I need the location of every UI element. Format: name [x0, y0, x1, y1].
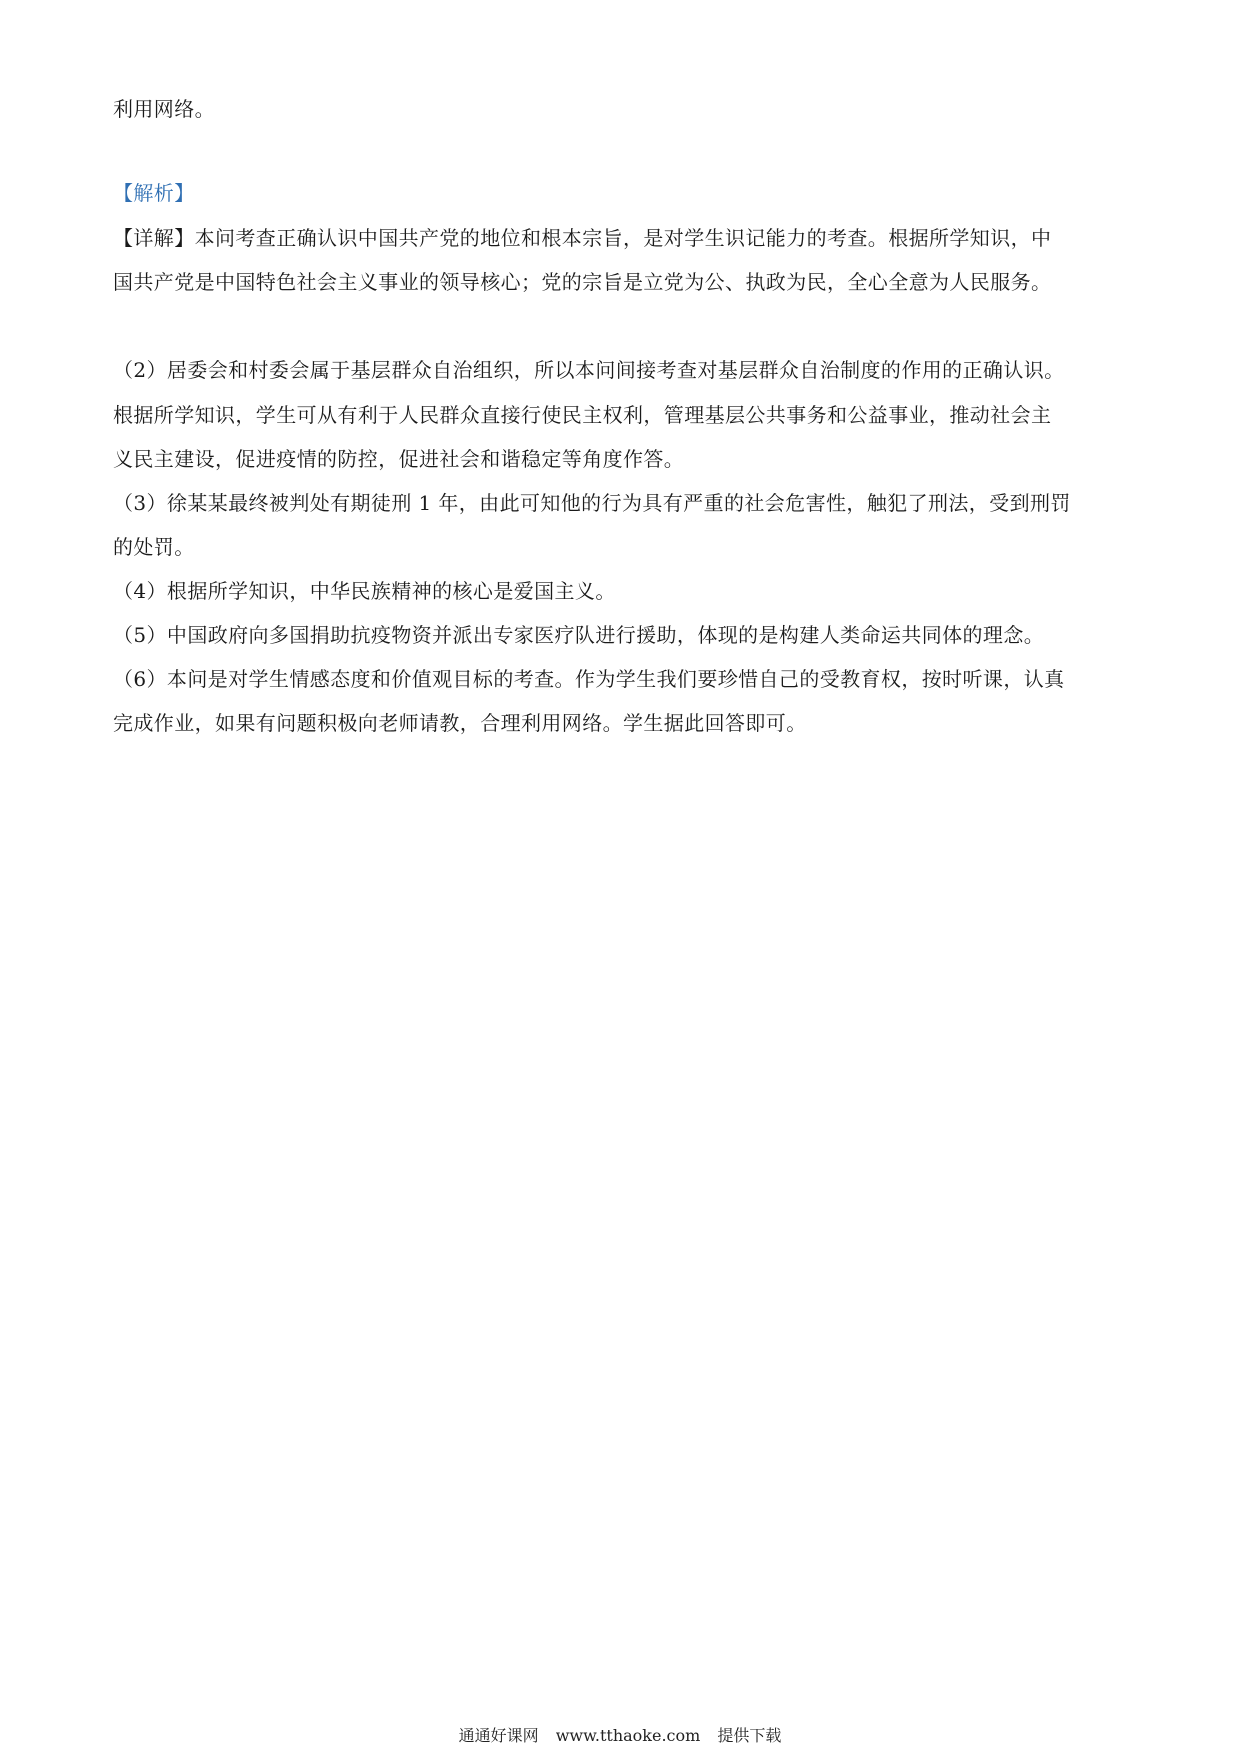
q2-line-3: 义民主建设，促进疫情的防控，促进社会和谐稳定等角度作答。	[113, 447, 685, 471]
q6-line-2: 完成作业，如果有问题积极向老师请教，合理利用网络。学生据此回答即可。	[113, 711, 807, 735]
q3-line-1: （3）徐某某最终被判处有期徒刑 1 年，由此可知他的行为具有严重的社会危害性，触犯了刑法，受到刑罚	[113, 491, 1071, 515]
q2-line-1: （2）居委会和村委会属于基层群众自治组织，所以本问间接考查对基层群众自治制度的作用的正确认识。	[113, 358, 1065, 382]
footer-tagline: 提供下载	[717, 1726, 782, 1745]
q6-line-1: （6）本问是对学生情感态度和价值观目标的考查。作为学生我们要珍惜自己的受教育权，按时听课，认真	[113, 667, 1065, 691]
analysis-heading: 【解析】	[113, 181, 195, 205]
q3-line-2: 的处罚。	[113, 535, 195, 559]
q5-line: （5）中国政府向多国捐助抗疫物资并派出专家医疗队进行援助，体现的是构建人类命运共同体的理念。	[113, 623, 1045, 647]
q2-line-2: 根据所学知识，学生可从有利于人民群众直接行使民主权利，管理基层公共事务和公益事业，推动社会主	[113, 403, 1052, 427]
detail-line-1: 【详解】本问考查正确认识中国共产党的地位和根本宗旨，是对学生识记能力的考查。根据所学知识，中	[113, 226, 1052, 250]
continuation-text: 利用网络。	[113, 97, 215, 121]
page-footer	[0, 1724, 1240, 1748]
footer-site-name: 通通好课网	[458, 1726, 539, 1745]
detail-line-2: 国共产党是中国特色社会主义事业的领导核心；党的宗旨是立党为公、执政为民，全心全意为人民服务。	[113, 270, 1052, 294]
footer-url[interactable]: www.tthaoke.com	[555, 1726, 701, 1745]
q4-line: （4）根据所学知识，中华民族精神的核心是爱国主义。	[113, 579, 616, 603]
